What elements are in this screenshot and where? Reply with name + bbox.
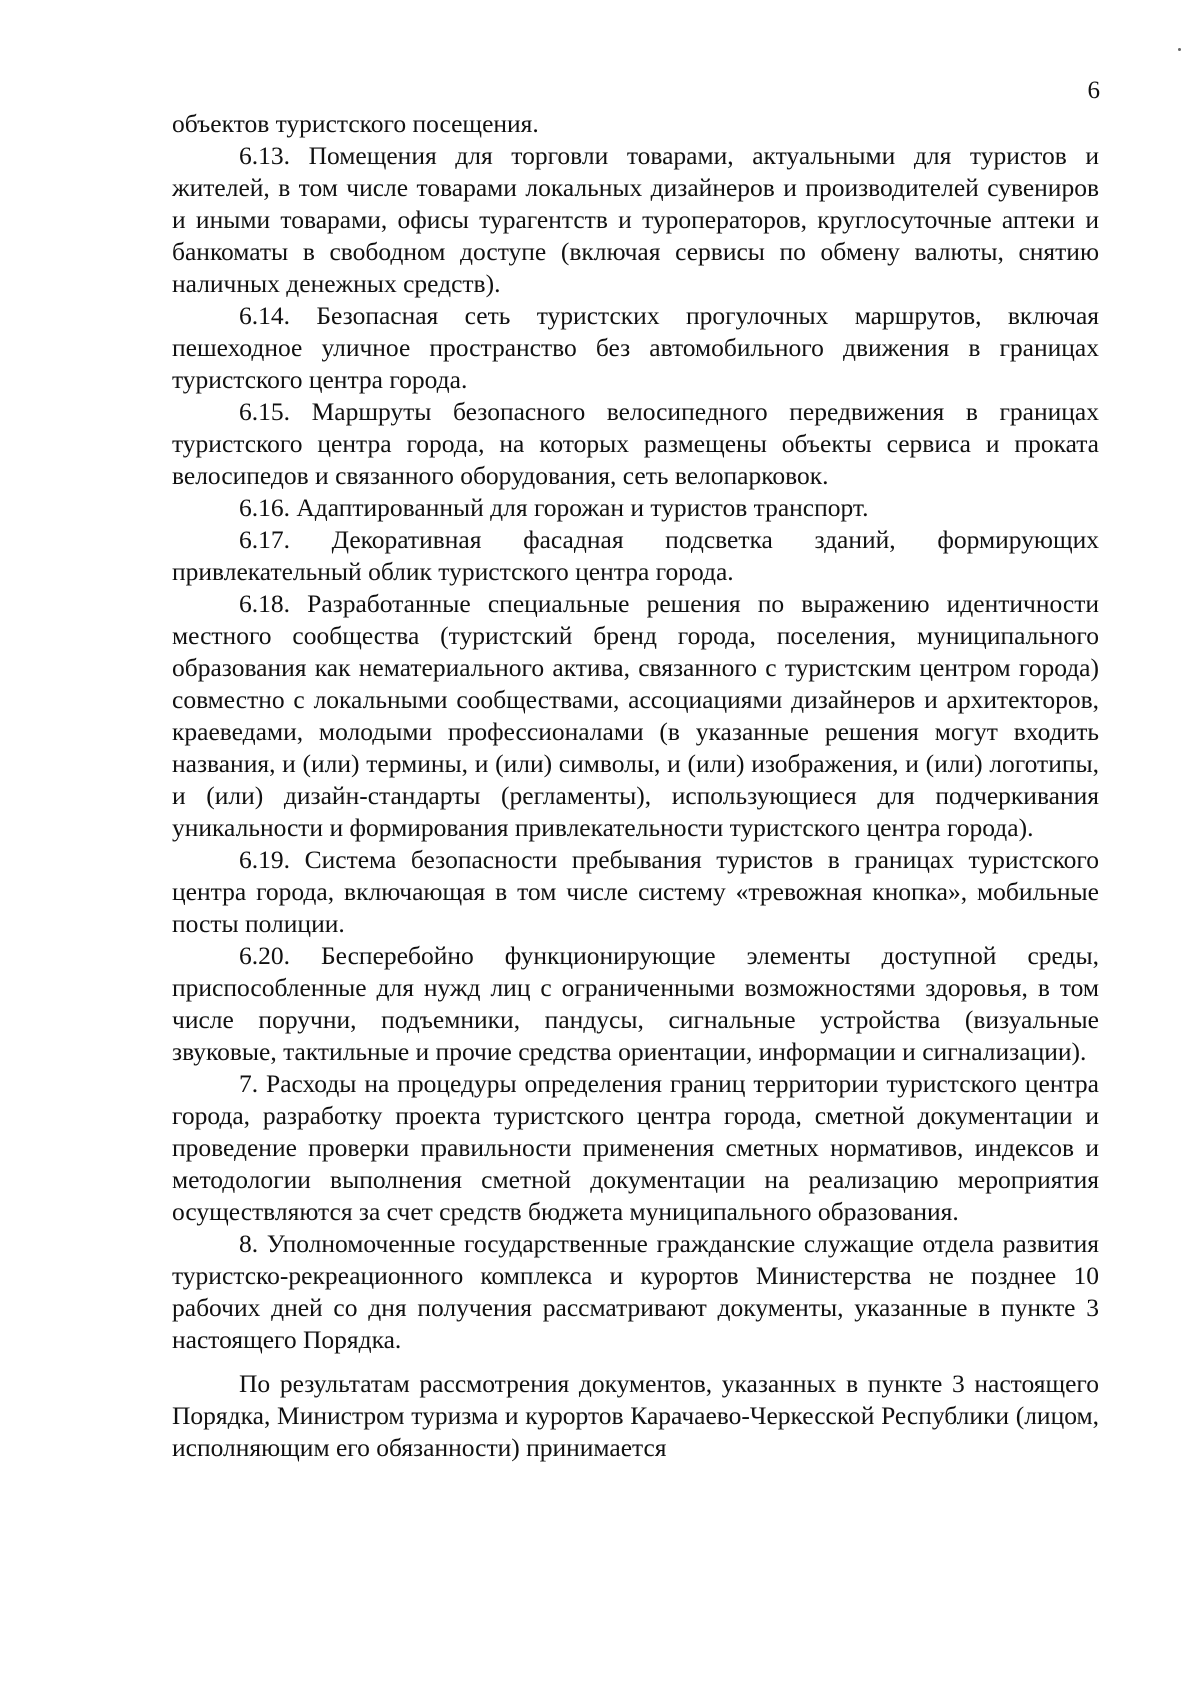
paragraph-6-14: 6.14. Безопасная сеть туристских прогулочных маршрутов, включая пешеходное уличное пространство без автомобильного движения в границах туристского центра города. [172,301,1099,394]
paragraph-6-18: 6.18. Разработанные специальные решения по выражению идентичности местного сообщества (туристский бренд города, поселения, муниципального образования как нематериального актива, связанного с туристским центром города) совместно с локальными сообществами, ассоциациями дизайнеров и архитекторов, краеведами, молодыми профессионалами (в указанные решения могут входить названия, и (или) термины, и (или) символы, и (или) изображения, и (или) логотипы, и (или) дизайн-стандарты (регламенты), использующиеся для подчеркивания уникальности и формирования привлекательности туристского центра города). [172,589,1099,842]
scan-speck [1178,48,1181,51]
paragraph-review-results: По результатам рассмотрения документов, указанных в пункте 3 настоящего Порядка, Министром туризма и курортов Карачаево-Черкесской Республики (лицом, исполняющим его обязанности) принимается [172,1369,1099,1462]
paragraph-6-15: 6.15. Маршруты безопасного велосипедного передвижения в границах туристского центра города, на которых размещены объекты сервиса и проката велосипедов и связанного оборудования, сеть велопарковок. [172,397,1099,490]
paragraph-7: 7. Расходы на процедуры определения границ территории туристского центра города, разработку проекта туристского центра города, сметной документации и проведение проверки правильности применения сметных нормативов, индексов и методологии выполнения сметной документации на реализацию мероприятия осуществляются за счет средств бюджета муниципального образования. [172,1069,1099,1226]
page-number: 6 [1087,77,1100,104]
paragraph-8: 8. Уполномоченные государственные гражданские служащие отдела развития туристско-рекреационного комплекса и курортов Министерства не позднее 10 рабочих дней со дня получения рассматривают документы, указанные в пункте 3 настоящего Порядка. [172,1229,1099,1354]
paragraph-6-13: 6.13. Помещения для торговли товарами, актуальными для туристов и жителей, в том числе товарами локальных дизайнеров и производителей сувениров и иными товарами, офисы турагентств и туроператоров, круглосуточные аптеки и банкоматы в свободном доступе (включая сервисы по обмену валюты, снятию наличных денежных средств). [172,141,1099,298]
paragraph-6-16: 6.16. Адаптированный для горожан и туристов транспорт. [239,493,869,522]
document-body [172,108,1099,1464]
paragraph-continuation: объектов туристского посещения. [172,109,539,138]
paragraph-6-19: 6.19. Система безопасности пребывания туристов в границах туристского центра города, включающая в том числе систему «тревожная кнопка», мобильные посты полиции. [172,845,1099,938]
paragraph-6-20: 6.20. Бесперебойно функционирующие элементы доступной среды, приспособленные для нужд лиц с ограниченными возможностями здоровья, в том числе поручни, подъемники, пандусы, сигнальные устройства (визуальные звуковые, тактильные и прочие средства ориентации, информации и сигнализации). [172,941,1099,1066]
paragraph-6-17: 6.17. Декоративная фасадная подсветка зданий, формирующих привлекательный облик туристского центра города. [172,525,1099,586]
